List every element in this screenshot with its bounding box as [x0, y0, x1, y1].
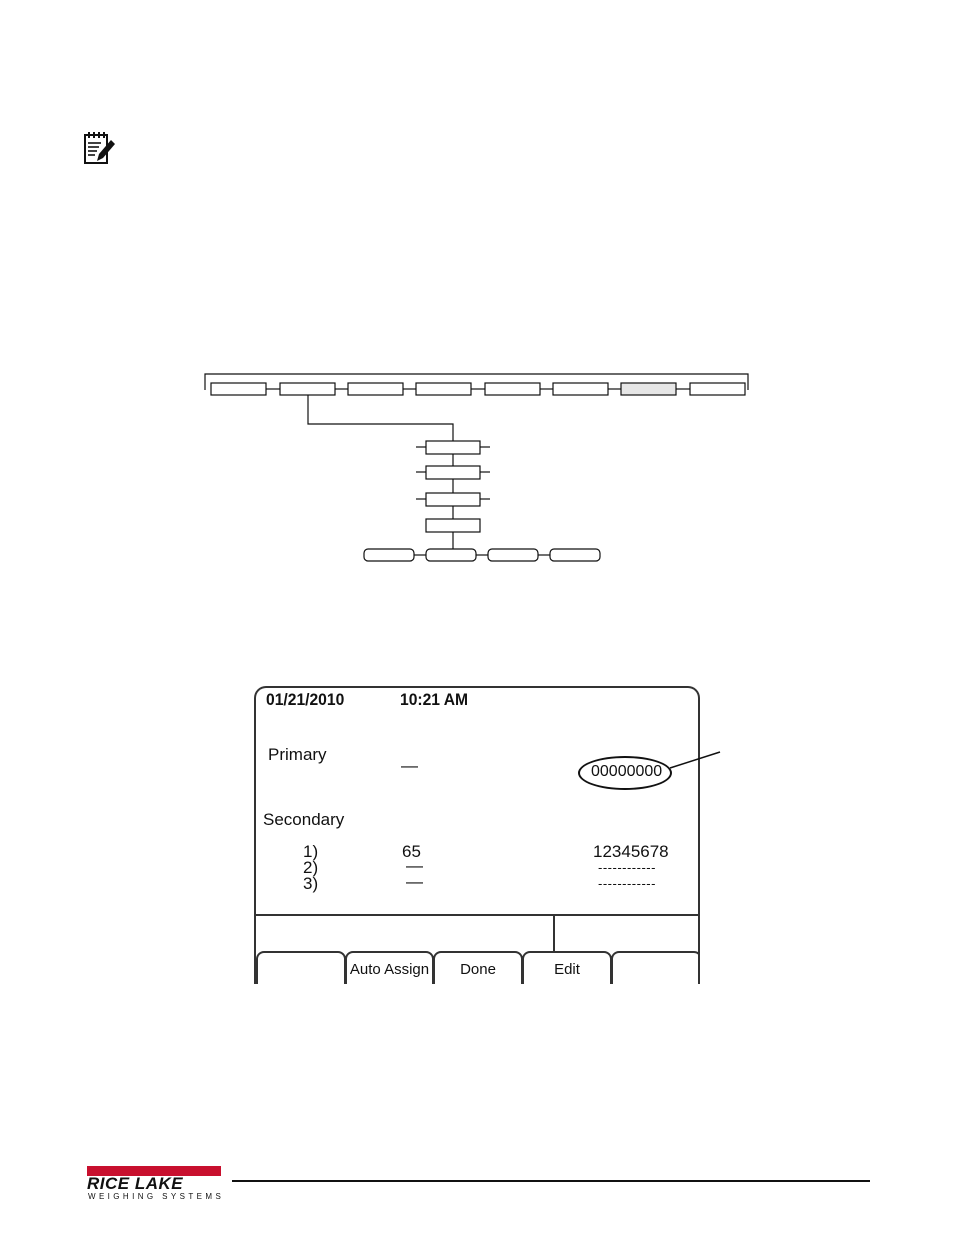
- device-display-screen: [254, 686, 700, 984]
- done-softkey[interactable]: Done: [433, 951, 523, 984]
- secondary-row-index: 1): [303, 842, 319, 861]
- secondary-row-value: 65: [402, 842, 421, 861]
- menu-box-5: [485, 383, 540, 395]
- secondary-row-index: 2): [303, 858, 319, 877]
- menu-box-3: [348, 383, 403, 395]
- menu-box-4: [416, 383, 471, 395]
- option-box-1: [364, 549, 414, 561]
- menu-tree-diagram: [0, 0, 954, 600]
- softkey-blank-1[interactable]: [256, 951, 346, 984]
- auto-assign-softkey[interactable]: Auto Assign: [345, 951, 434, 984]
- screen-divider: [256, 914, 700, 916]
- secondary-row-index: 3): [303, 874, 319, 893]
- submenu-box-3: [426, 493, 480, 506]
- screen-time: 10:21 AM: [400, 690, 469, 709]
- edit-softkey[interactable]: Edit: [522, 951, 612, 984]
- secondary-row-id: ------------: [598, 876, 656, 891]
- menu-box-2: [280, 383, 335, 395]
- softkey-blank-5[interactable]: [611, 951, 700, 984]
- submenu-box-2: [426, 466, 480, 479]
- secondary-row-id: ------------: [598, 860, 656, 875]
- secondary-row-value: —: [406, 856, 423, 875]
- menu-box-7-highlighted: [621, 383, 676, 395]
- option-box-3: [488, 549, 538, 561]
- option-box-4: [550, 549, 600, 561]
- softkey-bar: [256, 951, 700, 984]
- submenu-box-4: [426, 519, 480, 532]
- submenu-box-1: [426, 441, 480, 454]
- secondary-row-id: 12345678: [593, 842, 669, 861]
- primary-id: 00000000: [591, 763, 663, 780]
- rice-lake-logo: [87, 1166, 227, 1202]
- logo-title: RICE LAKE: [87, 1174, 184, 1193]
- primary-label: Primary: [268, 745, 327, 764]
- screen-divider-vertical: [553, 914, 555, 952]
- menu-box-8: [690, 383, 745, 395]
- menu-box-6: [553, 383, 608, 395]
- screen-date: 01/21/2010: [266, 690, 345, 709]
- menu-box-1: [211, 383, 266, 395]
- logo-subtitle: WEIGHING SYSTEMS: [88, 1192, 225, 1201]
- option-box-2: [426, 549, 476, 561]
- secondary-label: Secondary: [263, 810, 345, 829]
- primary-value: —: [401, 756, 418, 775]
- secondary-row-value: —: [406, 872, 423, 891]
- footer-rule: [232, 1180, 870, 1182]
